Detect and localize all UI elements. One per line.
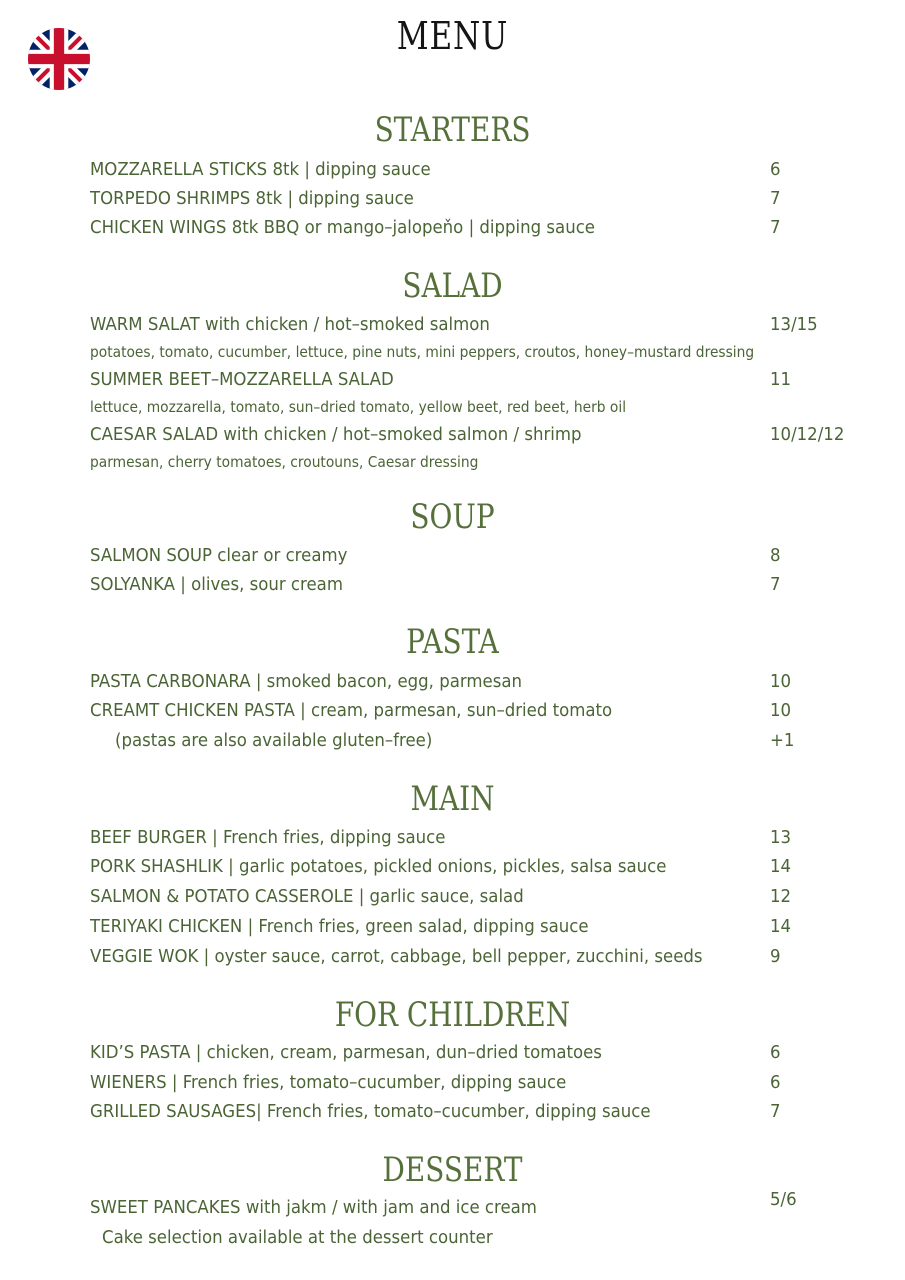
item-name: (pastas are also available gluten–free) xyxy=(115,730,433,751)
item-price: 14 xyxy=(770,856,792,877)
item-price: 7 xyxy=(770,574,781,595)
menu-item xyxy=(90,883,850,911)
menu-item xyxy=(90,668,850,696)
menu-item xyxy=(90,943,850,971)
item-name: CREAMT CHICKEN PASTA | cream, parmesan, sun–dried tomato xyxy=(90,700,613,721)
page-title: MENU xyxy=(396,14,509,58)
item-name: GRILLED SAUSAGES| French fries, tomato–cucumber, dipping sauce xyxy=(90,1101,651,1122)
item-price: 9 xyxy=(770,946,781,967)
item-name: WARM SALAT with chicken / hot–smoked salmon xyxy=(90,314,490,335)
menu-item xyxy=(90,697,850,725)
item-price: 7 xyxy=(770,217,781,238)
menu-item xyxy=(90,853,850,881)
item-price: 7 xyxy=(770,188,781,209)
section-heading-salad: SALAD xyxy=(402,266,503,306)
item-price: 12 xyxy=(770,886,792,907)
item-price: 6 xyxy=(770,1072,781,1093)
section-heading-children: FOR CHILDREN xyxy=(334,995,571,1035)
section-heading-main: MAIN xyxy=(410,779,495,819)
menu-item xyxy=(90,1189,850,1222)
item-name: CAESAR SALAD with chicken / hot–smoked salmon / shrimp xyxy=(90,424,582,445)
menu-item xyxy=(90,571,850,599)
item-price: 7 xyxy=(770,1101,781,1122)
item-name: PORK SHASHLIK | garlic potatoes, pickled onions, pickles, salsa sauce xyxy=(90,856,667,877)
item-price: 11 xyxy=(770,369,792,390)
menu-item xyxy=(90,185,850,213)
item-price: 10 xyxy=(770,700,792,721)
item-description: parmesan, cherry tomatoes, croutouns, Caesar dressing xyxy=(90,453,479,471)
item-price: 10/12/12 xyxy=(770,424,845,445)
menu-item xyxy=(90,913,850,941)
section-heading-pasta: PASTA xyxy=(406,622,499,662)
item-price: 8 xyxy=(770,545,781,566)
item-name: SALMON SOUP clear or creamy xyxy=(90,545,348,566)
section-heading-dessert: DESSERT xyxy=(382,1150,523,1190)
item-name: CHICKEN WINGS 8tk BBQ or mango–jalopeňo | dipping sauce xyxy=(90,217,595,238)
item-description: potatoes, tomato, cucumber, lettuce, pine nuts, mini peppers, croutos, honey–mustard dressing xyxy=(90,343,755,361)
item-price: 6 xyxy=(770,159,781,180)
item-name: KID’S PASTA | chicken, cream, parmesan, dun–dried tomatoes xyxy=(90,1042,602,1063)
menu-item xyxy=(90,1039,850,1067)
item-price: 10 xyxy=(770,671,792,692)
menu-item xyxy=(90,824,850,852)
menu-item xyxy=(90,542,850,570)
item-name: WIENERS | French fries, tomato–cucumber, dipping sauce xyxy=(90,1072,567,1093)
menu-item xyxy=(90,1069,850,1097)
item-price: +1 xyxy=(770,730,795,751)
item-name: MOZZARELLA STICKS 8tk | dipping sauce xyxy=(90,159,431,180)
note-text: Cake selection available at the dessert counter xyxy=(102,1227,493,1248)
menu-item xyxy=(90,727,850,755)
menu-item xyxy=(90,156,850,184)
dessert-note xyxy=(90,1224,850,1252)
item-price: 6 xyxy=(770,1042,781,1063)
item-description: lettuce, mozzarella, tomato, sun–dried tomato, yellow beet, red beet, herb oil xyxy=(90,398,627,416)
menu-item xyxy=(90,421,850,449)
item-name: SWEET PANCAKES with jakm / with jam and ice cream xyxy=(90,1197,537,1218)
section-heading-soup: SOUP xyxy=(410,497,495,537)
item-name: VEGGIE WOK | oyster sauce, carrot, cabbage, bell pepper, zucchini, seeds xyxy=(90,946,703,967)
menu-item xyxy=(90,1098,850,1126)
menu-item xyxy=(90,311,850,339)
item-name: SALMON & POTATO CASSEROLE | garlic sauce, salad xyxy=(90,886,524,907)
item-name: SUMMER BEET–MOZZARELLA SALAD xyxy=(90,369,394,390)
item-name: SOLYANKA | olives, sour cream xyxy=(90,574,343,595)
item-name: TERIYAKI CHICKEN | French fries, green salad, dipping sauce xyxy=(90,916,589,937)
menu-item xyxy=(90,366,850,394)
item-price: 5/6 xyxy=(770,1189,797,1210)
item-price: 13 xyxy=(770,827,792,848)
item-name: PASTA CARBONARA | smoked bacon, egg, parmesan xyxy=(90,671,522,692)
section-heading-starters: STARTERS xyxy=(374,110,531,150)
item-name: TORPEDO SHRIMPS 8tk | dipping sauce xyxy=(90,188,414,209)
menu-item xyxy=(90,214,850,242)
item-name: BEEF BURGER | French fries, dipping sauce xyxy=(90,827,446,848)
item-price: 14 xyxy=(770,916,792,937)
item-price: 13/15 xyxy=(770,314,818,335)
